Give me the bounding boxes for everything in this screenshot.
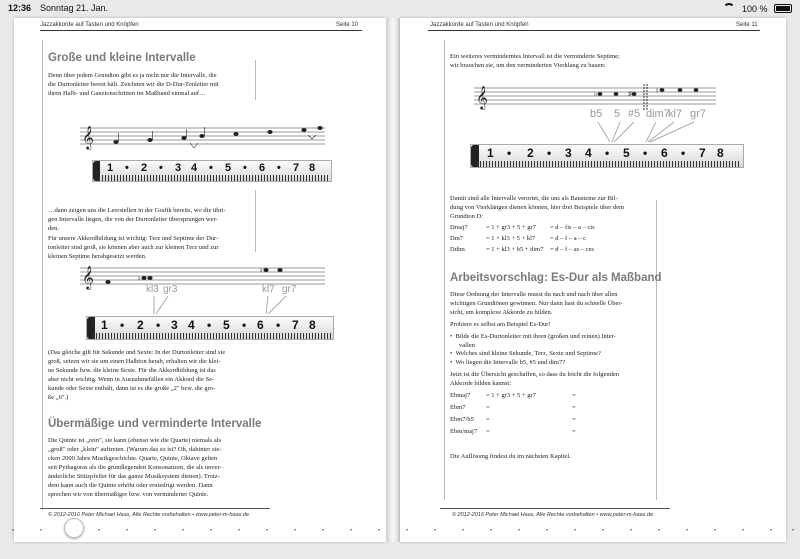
battery-percent: 100 %: [741, 4, 768, 14]
svg-text:♭: ♭: [594, 90, 598, 98]
ruler-number: 4: [585, 146, 592, 160]
svg-text:♮: ♮: [656, 87, 659, 95]
ruler-dot: •: [276, 318, 281, 332]
ruler-dot: •: [681, 146, 686, 160]
ruler-dot: •: [156, 318, 161, 332]
page-scrubber-knob[interactable]: [64, 518, 84, 538]
status-right: [723, 3, 792, 14]
ruler-dot: •: [159, 162, 163, 174]
chord-name: Dmaj7: [450, 224, 468, 231]
ruler-number: 6: [661, 146, 668, 160]
ruler-number: 5: [623, 146, 630, 160]
ruler-dot: •: [242, 318, 247, 332]
ruler-number: 1: [487, 146, 494, 160]
chord-formula: =: [486, 404, 490, 411]
chord-notes: = d – fis – a – cis: [550, 224, 595, 231]
interval-label-kl7: kl7: [668, 108, 683, 120]
exercise-bullets: [450, 333, 660, 367]
chord-name: Ebmaj7: [450, 392, 471, 399]
interval-label-5: 5: [614, 108, 621, 120]
interval-ruler-1: [92, 160, 332, 182]
ruler-dot: •: [605, 146, 610, 160]
ruler-dot: •: [507, 146, 512, 160]
ruler-ticks: [99, 175, 329, 181]
left-footer: © 2012-2016 Peter Michael Haas, Alle Rechte vorbehalten • www.peter-m-haas.de: [48, 512, 250, 518]
ruler-number: 5: [223, 318, 230, 332]
battery-icon: [774, 4, 792, 13]
ruler-number: 6: [257, 318, 264, 332]
ruler-number: 3: [175, 162, 182, 174]
ruler-dot: •: [125, 162, 129, 174]
ruler-ticks: [93, 333, 331, 339]
interval-arrows-left: [140, 294, 310, 318]
right-header-page: Seite 11: [736, 22, 758, 28]
ruler-number: 1: [101, 318, 108, 332]
music-staff-diminished: [474, 84, 724, 110]
chord-notes: =: [572, 416, 576, 423]
ruler-number: 4: [188, 318, 195, 332]
book-spine: [386, 18, 400, 542]
ruler-number: 2: [141, 162, 148, 174]
chord-formula: = 1 + gr3 + 5 + gr7: [486, 392, 536, 399]
svg-text:♮: ♮: [260, 267, 263, 275]
ruler-number: 5: [225, 162, 232, 174]
interval-label-kl3: kl3: [146, 284, 159, 295]
left-footer-rule: [40, 508, 270, 509]
ruler-dot: •: [243, 162, 247, 174]
ruler-dot: •: [207, 318, 212, 332]
chord-notes: =: [572, 404, 576, 411]
chord-formula: =: [486, 416, 490, 423]
svg-text:𝄞: 𝄞: [476, 85, 488, 109]
bullet-item: • Welches sind kleine Sekunde, Terz, Sexte und Septime?: [450, 350, 601, 357]
ruler-number: 1: [107, 162, 114, 174]
chord-notes: = d – f – as – ces: [550, 246, 594, 253]
interval-label-gr3: gr3: [163, 284, 178, 295]
bullet-item: • Wo liegen die Intervalle b5, #5 und dim7?: [450, 358, 566, 366]
left-paragraph-3: Für unsere Akkordbildung ist wichtig: Terz und Septime der Dur- tonleiter sind groß, sie können aber auch zur kleinen Terz und zur kleinen Septime herabgesetzt werden.: [48, 235, 219, 260]
bullet-item-continued: vallen: [459, 341, 475, 349]
heading-augmented-diminished: Übermäßige und verminderte Intervalle: [48, 418, 262, 430]
interval-label-kl7: kl7: [262, 284, 275, 295]
left-paragraph-2: …dann zeigen uns die Leerstellen in der Grafik bereits, wo die übri- gen Intervalle liegen, die von der Durtonleiter übersprungen wer- den.: [48, 207, 226, 232]
chord-formula: =: [486, 428, 490, 435]
chord-notes: =: [572, 392, 576, 399]
ruler-dot: •: [643, 146, 648, 160]
bullet-item: • Bilde die Es-Durtonleiter mit ihren (großen und reinen) Inter-: [450, 333, 616, 340]
ruler-dot: •: [120, 318, 125, 332]
left-paragraph-5: Die Quinte ist „rein", sie kann (ebenso wie die Quarte) niemals als „groß" oder „klein" auftreten. (Warum das so ist? Oh, dahinter ste- cken 2000 Jahre Musikgeschichte. Quarte, Quinte, Oktave gelten seit Pythagoras als die grundlegenden Konsonanzen, die als unver- änderliche Stützpfeiler für das ganze Musiksystem dienen). Trotz- dem kann auch die Quinte erhöht oder erniedrigt werden. Dann sprechen wir von übermäßiger bzw. von verminderter Quinte.: [48, 437, 222, 498]
right-header-title: Jazzakkorde auf Tasten und Knöpfen: [430, 22, 529, 28]
right-footer-rule: [440, 508, 670, 509]
ruler-number: 8: [309, 318, 316, 332]
svg-text:♯: ♯: [628, 90, 632, 98]
right-paragraph-4: Probiere es selbst am Beispiel Es-Dur!: [450, 321, 551, 328]
interval-label-gr7: gr7: [690, 108, 706, 120]
interval-ruler-3: [470, 144, 744, 168]
chord-name: Dm7: [450, 235, 463, 242]
heading-exercise: Arbeitsvorschlag: Es-Dur als Maßband: [450, 272, 662, 284]
ruler-number: 3: [565, 146, 572, 160]
ruler-number: 4: [191, 162, 198, 174]
chord-formula: = 1 + kl3 + b5 + dim7: [486, 246, 544, 253]
right-paragraph-3: Diese Ordnung der Intervalle musst du nach und nach über allen wichtigen Grundtönen gewinnen. Nur dann hast du schnelle Über- sicht, um komplexe Akkorde zu bilden.: [450, 291, 623, 316]
right-paragraph-1: Ein weiteres verminderntes Intervall ist die verminderte Septime; wir brauchen sie, um den verminderten Vierklang zu bauen:: [450, 53, 620, 69]
ruler-number: 3: [171, 318, 178, 332]
svg-text:𝄞: 𝄞: [82, 125, 94, 149]
svg-text:𝄞: 𝄞: [82, 265, 94, 289]
music-staff-d-major: [80, 124, 340, 150]
chord-formula: = 1 + gr3 + 5 + gr7: [486, 224, 536, 231]
ruler-number: 7: [699, 146, 706, 160]
interval-label-gr7: gr7: [282, 284, 297, 295]
ruler-number: 6: [259, 162, 266, 174]
ruler-number: 2: [137, 318, 144, 332]
music-staff-thirds-sevenths: [80, 264, 340, 290]
interval-label-sharp5: #5: [628, 108, 641, 120]
right-paragraph-6: Die Auflösung findest du im nächsten Kapitel.: [450, 453, 571, 460]
status-date: Sonntag 21. Jan.: [40, 3, 109, 13]
ruler-dot: •: [209, 162, 213, 174]
chord-name: Ebm/maj7: [450, 428, 478, 435]
left-margin-line: [42, 40, 43, 510]
ruler-dot: •: [547, 146, 552, 160]
interval-label-b5: b5: [590, 108, 603, 120]
chord-notes: = d – f – a – c: [550, 235, 586, 242]
chord-formula: = 1 + kl3 + 5 + kl7: [486, 235, 536, 242]
interval-ruler-2: [86, 316, 334, 340]
left-paragraph-4: (Das gleiche gilt für Sekunde und Sexte: In der Durtonleiter sind sie groß, setzen wir sie um einen Halbton herab, erhalten wir die klei- ne Sekunde bzw. die kleine Sexte. Für die Akkordbildung ist das aber nicht wichtig. Wenn in Ausnahmefällen ein Akkord die Se- kunde oder Sexte enthält, dann ist es die große „2" bzw. die gro- ße „6".): [48, 349, 226, 401]
chord-name: Ebm7: [450, 404, 466, 411]
interval-label-dim7: dim7: [646, 108, 670, 120]
status-time: 12:36: [8, 3, 32, 13]
chord-name: Ddim: [450, 246, 465, 253]
right-margin-line: [444, 40, 445, 500]
chord-name: Ebm7/b5: [450, 416, 474, 423]
ruler-number: 7: [293, 162, 300, 174]
left-header-page: Seite 10: [336, 22, 359, 28]
ruler-number: 7: [292, 318, 299, 332]
right-paragraph-2: Damit sind alle Intervalle verortet, die uns als Bausteine zur Bil- dung von Vierklängen dienen können, hier drei Beispiele über dem Grundton D:: [450, 195, 625, 220]
interval-arrows-right: [590, 120, 710, 146]
ruler-ticks: [477, 161, 741, 167]
heading-intervals: Große und kleine Intervalle: [48, 52, 196, 64]
ruler-number: 8: [717, 146, 724, 160]
chord-notes: =: [572, 428, 576, 435]
status-bar: [0, 0, 800, 16]
right-footer: © 2012-2016 Peter Michael Haas, Alle Rechte vorbehalten • www.peter-m-haas.de: [452, 512, 654, 518]
wifi-icon: [723, 3, 735, 13]
right-header-rule: [428, 30, 760, 31]
right-paragraph-5: Jetzt ist die Übersicht geschaffen, so dass du leicht die folgenden Akkorde bilden kannst:: [450, 371, 620, 387]
left-header-rule: [40, 30, 362, 31]
ruler-number: 2: [527, 146, 534, 160]
ruler-dot: •: [277, 162, 281, 174]
ruler-number: 8: [309, 162, 316, 174]
left-header-title: Jazzakkorde auf Tasten und Knöpfen: [40, 22, 139, 28]
svg-text:♮: ♮: [138, 275, 141, 283]
left-paragraph-1: Denn über jedem Grundton gibt es ja nicht nur die Intervalle, die die Durtonleiter bereit hält. Zeichnen wir die D-Dur-Tonleiter mit ihren Halb- und Ganztonschritten im Maßband einmal auf…: [48, 72, 219, 97]
